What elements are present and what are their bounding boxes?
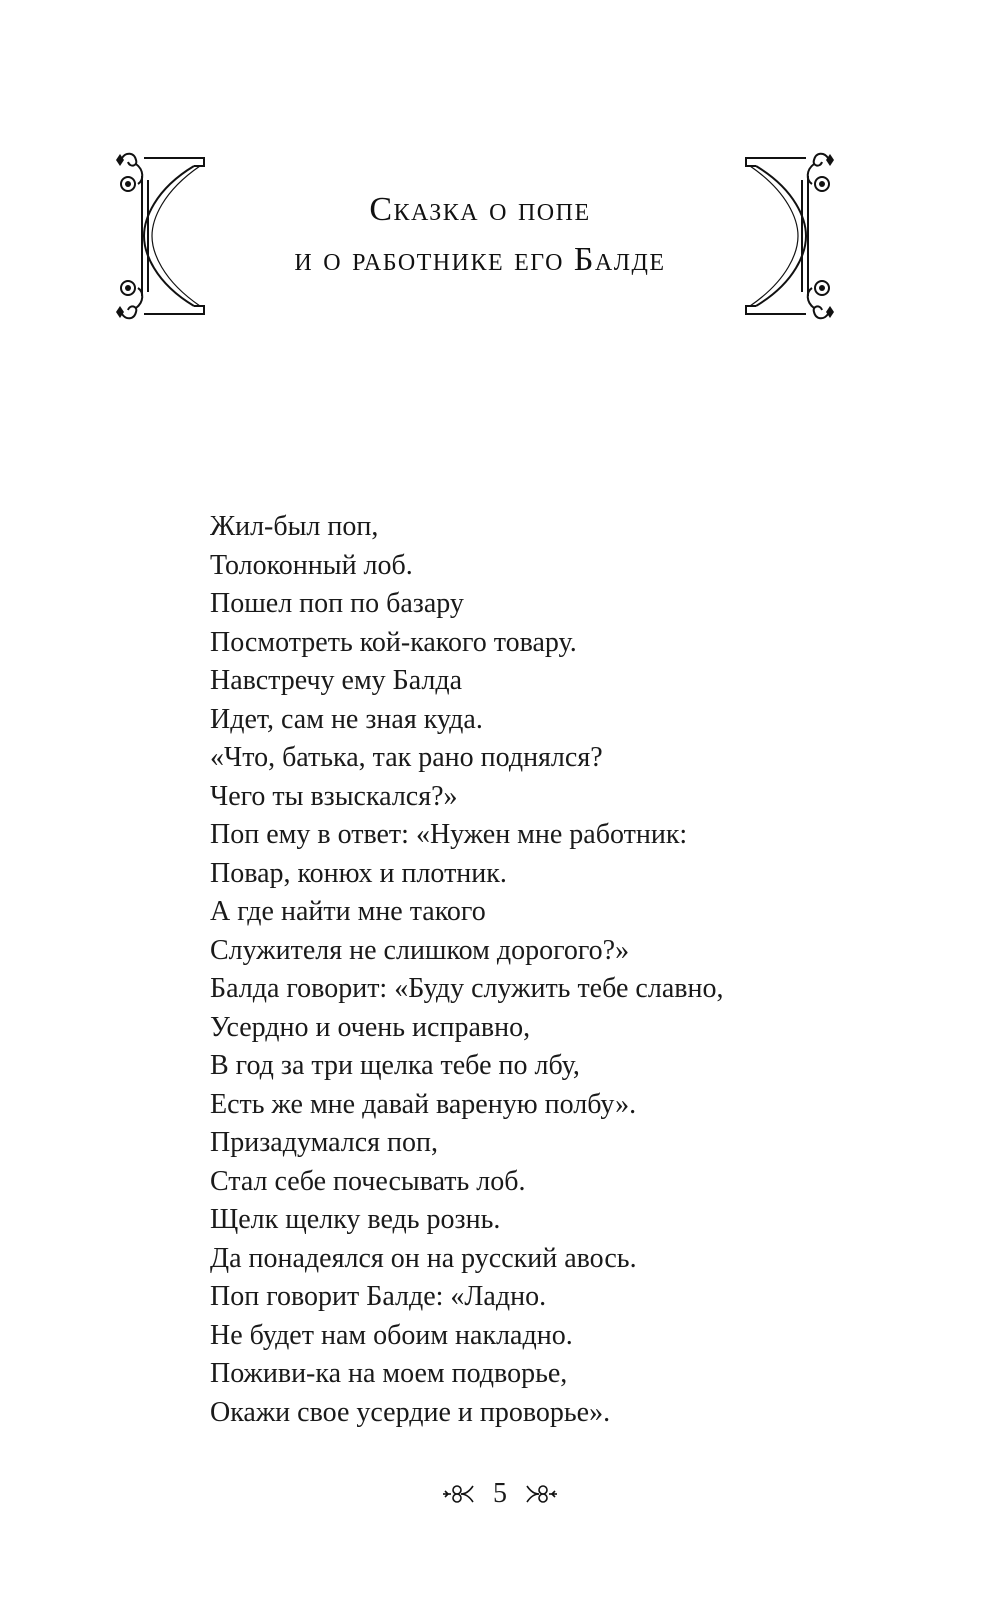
verse-line: Усердно и очень исправно, xyxy=(210,1011,531,1043)
verse-line: Не будет нам обоим накладно. xyxy=(210,1319,573,1351)
verse-line: Чего ты взыскался?» xyxy=(210,780,458,812)
verse-line: Щелк щелку ведь рознь. xyxy=(210,1204,501,1235)
verse-line: Пошел поп по базару xyxy=(210,588,464,619)
flourish-right-icon xyxy=(525,1483,559,1505)
page-number: 5 xyxy=(493,1478,507,1509)
verse-line: А где найти мне такого xyxy=(210,896,486,927)
verse-line: «Что, батька, так рано поднялся? xyxy=(210,742,603,773)
verse-line: Посмотреть кой-какого товару. xyxy=(210,626,577,658)
verse-line: Жил-был поп, xyxy=(210,511,379,542)
right-frame-ornament-icon xyxy=(740,150,836,322)
verse-line: Поп ему в ответ: «Нужен мне работник: xyxy=(210,819,688,850)
verse-line: Служителя не слишком дорогого?» xyxy=(210,934,630,966)
title-line-1: Сказка о попе xyxy=(369,191,591,228)
verse-line: Толоконный лоб. xyxy=(210,549,413,581)
page-footer xyxy=(0,1474,1000,1514)
verse-line: Призадумался поп, xyxy=(210,1127,439,1158)
verse-line: В год за три щелка тебе по лбу, xyxy=(210,1050,580,1081)
left-frame-ornament-icon xyxy=(114,150,210,322)
title-line-2: и о работнике его Балде xyxy=(294,241,666,278)
verse-line: Поп говорит Балде: «Ладно. xyxy=(210,1281,547,1312)
verse-line: Идет, сам не зная куда. xyxy=(210,703,483,735)
verse-line: Навстречу ему Балда xyxy=(210,665,463,696)
verse-line: Есть же мне давай вареную полбу». xyxy=(210,1088,637,1120)
flourish-left-icon xyxy=(441,1483,475,1505)
verse-line: Окажи свое усердие и проворье». xyxy=(210,1396,611,1428)
verse-line: Да понадеялся он на русский авось. xyxy=(210,1242,637,1274)
verse-line: Балда говорит: «Буду служить тебе славно, xyxy=(210,973,724,1004)
verse-block xyxy=(210,508,723,1432)
verse-line: Поживи-ка на моем подворье, xyxy=(210,1358,568,1389)
verse-line: Повар, конюх и плотник. xyxy=(210,857,507,889)
verse-line: Стал себе почесывать лоб. xyxy=(210,1165,526,1197)
